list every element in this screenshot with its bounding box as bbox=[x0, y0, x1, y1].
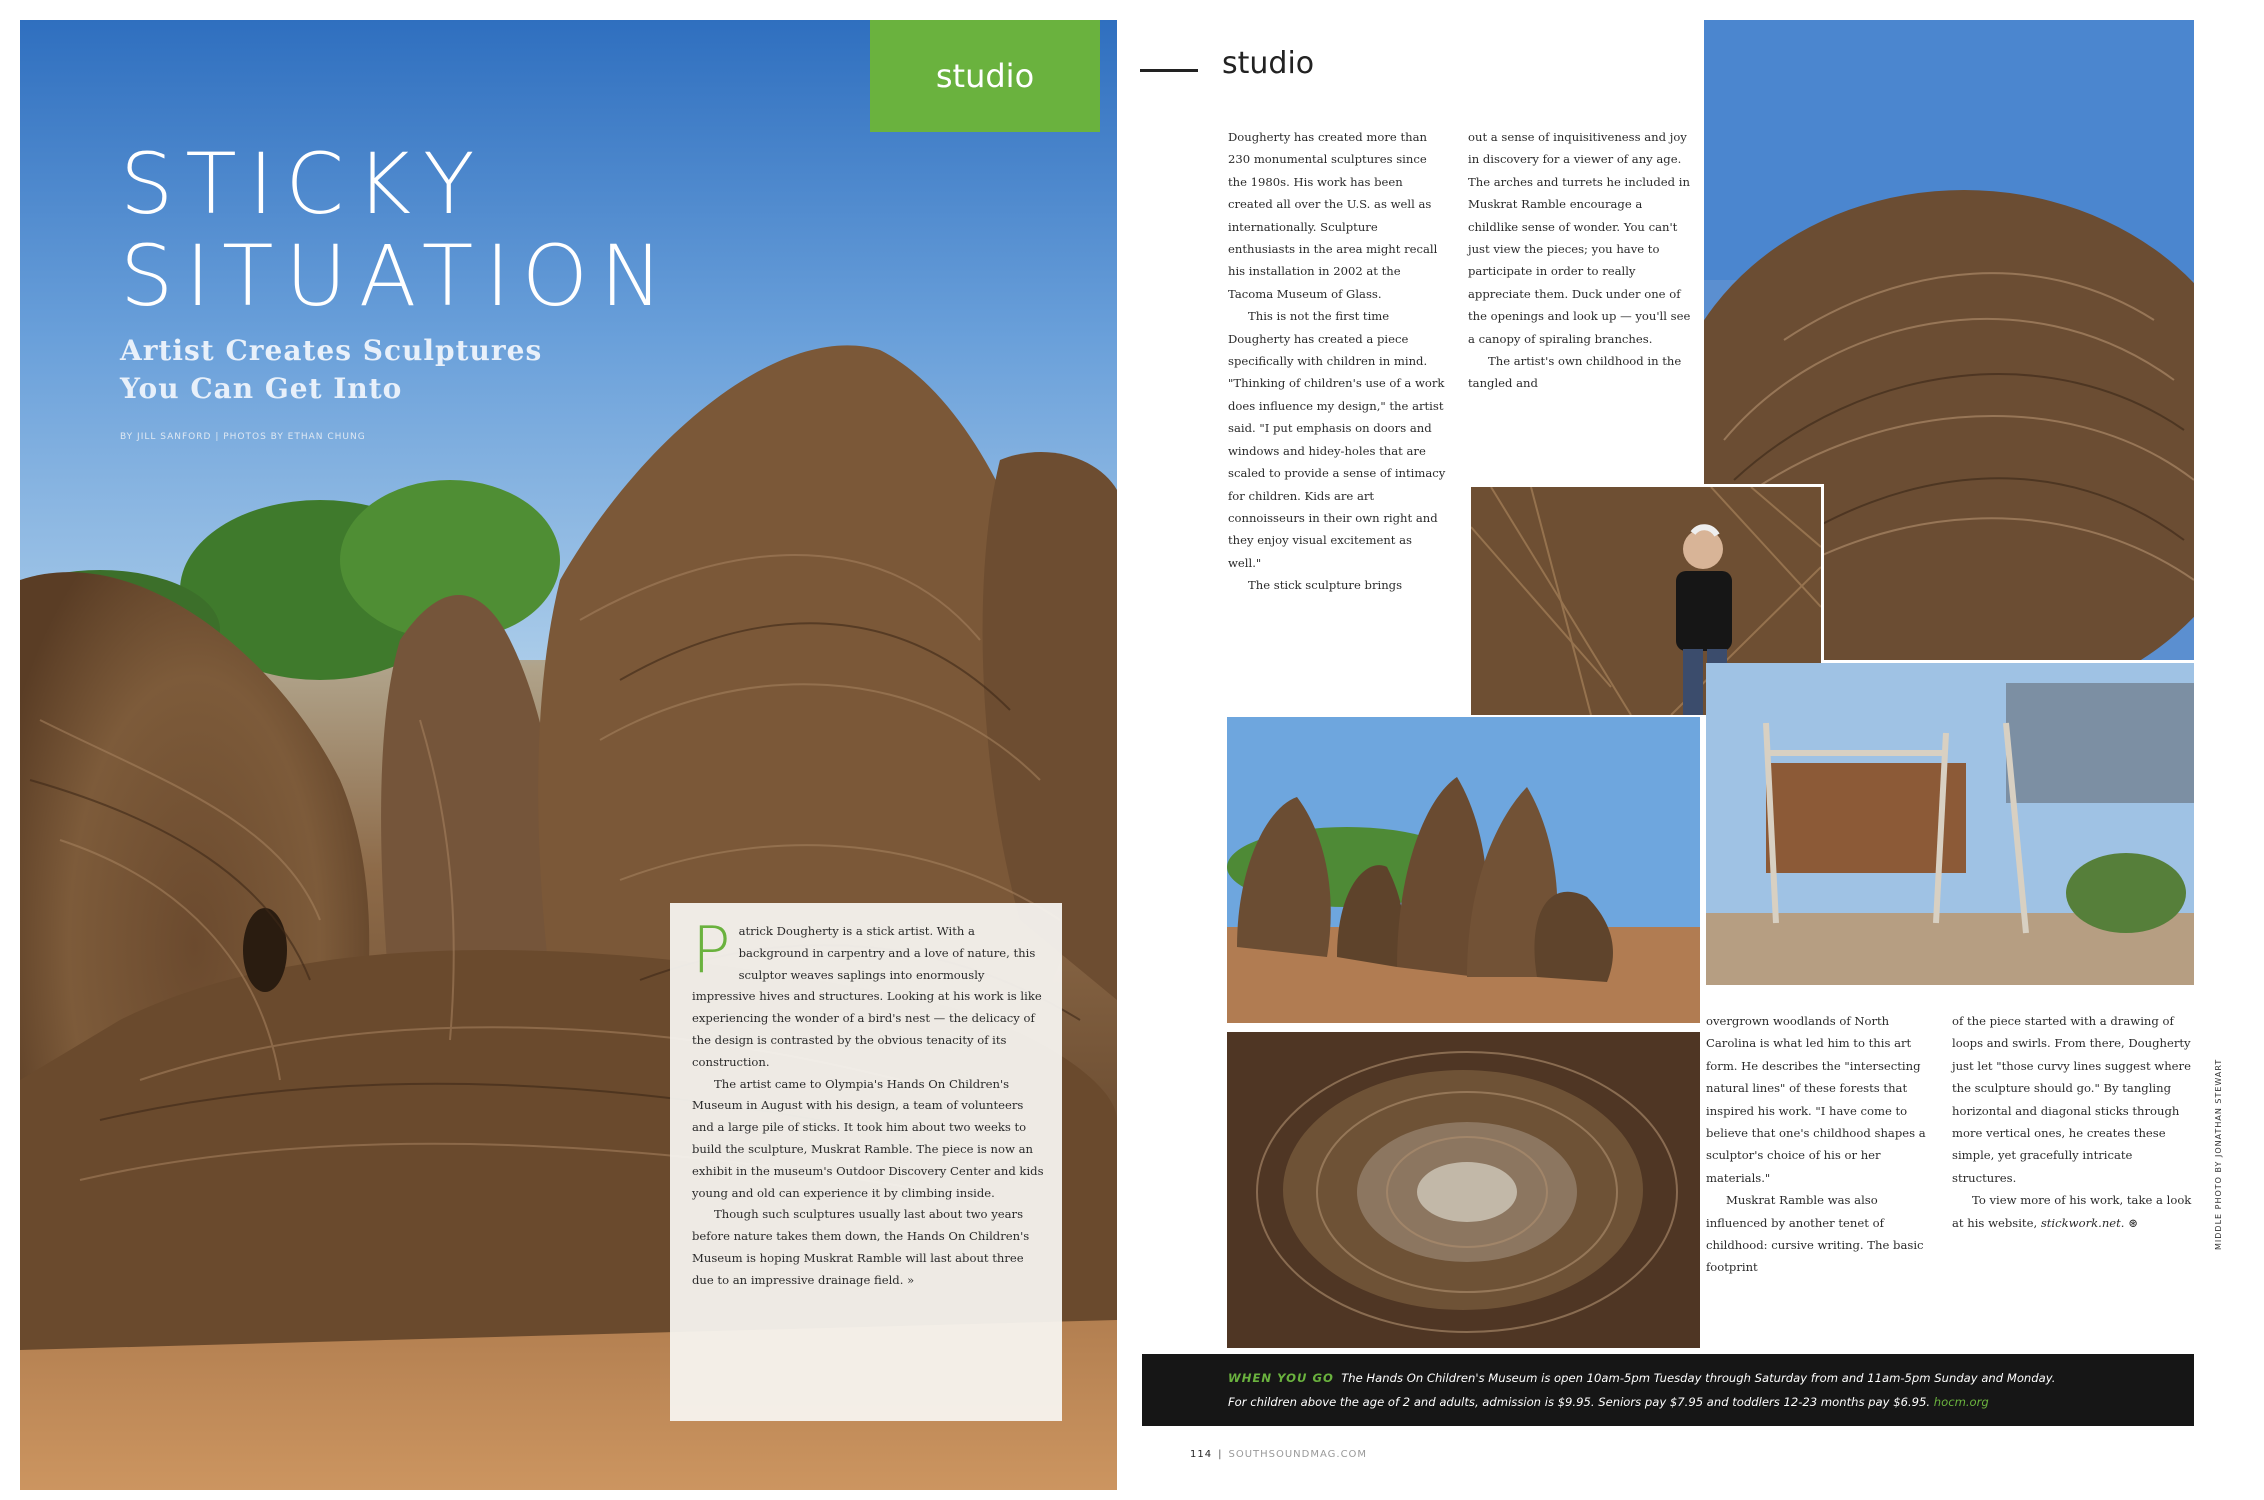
museum-url-link[interactable]: hocm.org bbox=[1933, 1395, 1989, 1409]
page-footer bbox=[1190, 1449, 1367, 1460]
col1-paragraph-1: Dougherty has created more than 230 monumental sculptures since the 1980s. His work has been created all over the U.S. as well as internationally. Sculpture enthusiasts in the area might recall his installation in 2002 at the Tacoma Museum of Glass. bbox=[1228, 130, 1438, 301]
article-column-1 bbox=[1228, 126, 1448, 597]
intro-paragraph-1 bbox=[692, 914, 1046, 1074]
col4-paragraph-2-text: To view more of his work, take a look at his website, bbox=[1952, 1193, 2192, 1230]
photo-credit: MIDDLE PHOTO BY JONATHAN STEWART bbox=[2214, 1058, 2223, 1250]
byline: BY JILL SANFORD | PHOTOS BY ETHAN CHUNG bbox=[120, 432, 366, 442]
playground-photo bbox=[1706, 663, 2194, 985]
article-column-3 bbox=[1706, 1010, 1936, 1279]
title-line-2: SITUATION bbox=[120, 227, 675, 325]
col3-paragraph-2: Muskrat Ramble was also influenced by another tenet of childhood: cursive writing. The basic footprint bbox=[1706, 1193, 1924, 1275]
when-you-go-line-2 bbox=[1228, 1390, 2178, 1414]
section-rule bbox=[1140, 69, 1198, 72]
footer-website: SOUTHSOUNDMAG.COM bbox=[1228, 1449, 1368, 1460]
right-section-tag: studio bbox=[1222, 46, 1315, 81]
col4-paragraph-2 bbox=[1952, 1189, 2192, 1234]
article-column-4 bbox=[1952, 1010, 2192, 1234]
drop-cap: P bbox=[692, 914, 731, 988]
col1-paragraph-3: The stick sculpture brings bbox=[1248, 578, 1403, 593]
intro-paragraph-1-text: atrick Dougherty is a stick artist. With a background in carpentry and a love of nature, this sculptor weaves saplings into enormously impressive hives and structures. Looking at his work is like experiencing the wonder of a bird's nest — the delicacy of the design is contrasted by the obvious tenacity of its construction. bbox=[692, 924, 1042, 1069]
section-tag bbox=[870, 20, 1100, 132]
nest-interior-photo bbox=[1227, 1032, 1700, 1348]
end-mark-icon: ⊛ bbox=[2128, 1215, 2138, 1230]
section-tag-label: studio bbox=[935, 57, 1035, 95]
col4-paragraph-1: of the piece started with a drawing of loops and swirls. From there, Dougherty just let "those curvy lines suggest where the sculpture should go." By tangling horizontal and diagonal sticks through more vertical ones, he creates these simple, yet gracefully intricate structures. bbox=[1952, 1014, 2191, 1185]
intro-paragraph-3: Though such sculptures usually last about two years before nature takes them down, the Hands On Children's Museum is hoping Muskrat Ramble will last about three due to an impressive drainage field. » bbox=[692, 1207, 1030, 1287]
footer-separator: | bbox=[1218, 1449, 1223, 1460]
sculpture-field-photo bbox=[1227, 717, 1700, 1023]
col1-paragraph-2: This is not the first time Dougherty has created a piece specifically with children in mind. "Thinking of children's use of a work does influence my design," the artist said. "I put emphasis on doors and windows and hidey-holes that are scaled to provide a sense of intimacy for children. Kids are art connoisseurs in their own right and they enjoy visual excitement as well." bbox=[1228, 309, 1446, 570]
subtitle bbox=[120, 332, 542, 408]
page-title bbox=[120, 135, 675, 325]
article-column-2 bbox=[1468, 126, 1694, 395]
col2-paragraph-1: out a sense of inquisitiveness and joy in discovery for a viewer of any age. The arches and turrets he included in Muskrat Ramble encourage a childlike sense of wonder. You can't just view the pieces; you have to participate in order to really appreciate them. Duck under one of the openings and look up — you'll see a canopy of spiraling branches. bbox=[1468, 130, 1691, 346]
when-you-go-prices: For children above the age of 2 and adults, admission is $9.95. Seniors pay $7.95 and toddlers 12-23 months pay $6.95. bbox=[1228, 1395, 1931, 1409]
col2-paragraph-2: The artist's own childhood in the tangled and bbox=[1468, 354, 1682, 391]
subtitle-line-1: Artist Creates Sculptures bbox=[120, 334, 543, 367]
when-you-go-bar bbox=[1142, 1354, 2194, 1426]
when-you-go-label: WHEN YOU GO bbox=[1228, 1371, 1334, 1385]
when-you-go-line-1 bbox=[1228, 1366, 2178, 1390]
intro-paragraph-2: The artist came to Olympia's Hands On Children's Museum in August with his design, a team of volunteers and a large pile of sticks. It took him about two weeks to build the sculpture, Muskrat Ramble. The piece is now an exhibit in the museum's Outdoor Discovery Center and kids young and old can experience it by climbing inside. bbox=[692, 1076, 1044, 1200]
when-you-go-hours: The Hands On Children's Museum is open 10am-5pm Tuesday through Saturday from and 11am-5pm Sunday and Monday. bbox=[1341, 1371, 2056, 1385]
website-link[interactable]: stickwork.net. bbox=[2040, 1215, 2125, 1230]
left-page bbox=[20, 20, 1117, 1490]
subtitle-line-2: You Can Get Into bbox=[120, 372, 403, 405]
intro-text-box bbox=[670, 903, 1062, 1421]
intro-text bbox=[692, 914, 1046, 1292]
page-number: 114 bbox=[1190, 1449, 1213, 1460]
col3-paragraph-1: overgrown woodlands of North Carolina is what led him to this art form. He describes the "intersecting natural lines" of these forests that inspired his work. "I have come to believe that one's childhood shapes a sculptor's choice of his or her materials." bbox=[1706, 1014, 1926, 1185]
title-line-1: STICKY bbox=[120, 135, 487, 233]
